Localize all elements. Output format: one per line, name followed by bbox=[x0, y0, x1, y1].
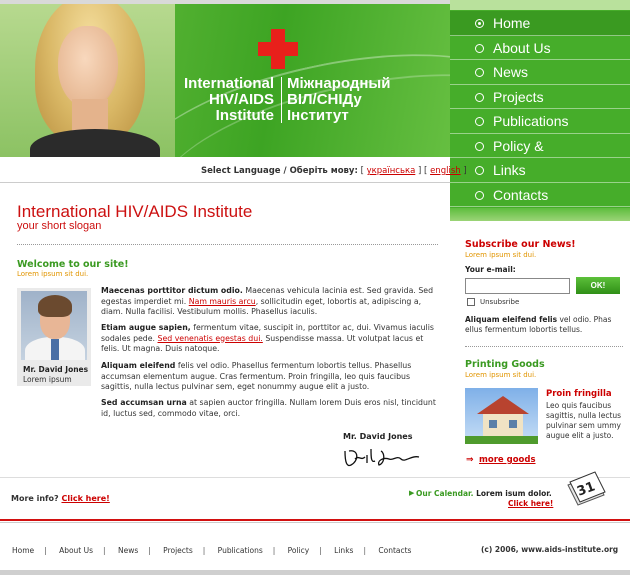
article-paragraph-3: Aliquam eleifend felis vel odio. Phasellus fermentum lobortis tellus. Phasellus accumsan elementum augue. Cras fermentum. Proin fringilla, leo quis faucibus sagittis, nulla lectus pulvinar sem, eget nonummy augue elit a justo. bbox=[101, 361, 412, 391]
radio-bullet-icon bbox=[475, 19, 484, 28]
unsubscribe-checkbox[interactable] bbox=[467, 298, 475, 306]
triangle-right-icon: ▶ bbox=[409, 489, 415, 497]
subscribe-subheading: Lorem ipsum sit dui. bbox=[465, 251, 537, 259]
subscribe-heading: Subscribe our News! bbox=[465, 239, 576, 250]
article-paragraph-4: Sed accumsan urna at sapien auctor fringilla. Nullam lorem Duis eros nisl, tincidunt id, luctus sed, commodo vitae, orci. bbox=[101, 398, 436, 418]
goods-heading: Printing Goods bbox=[465, 359, 545, 370]
more-goods-link[interactable]: more goods bbox=[479, 455, 536, 465]
calendar-icon[interactable] bbox=[564, 469, 608, 509]
welcome-heading: Welcome to our site! bbox=[17, 259, 129, 270]
person-name: Mr. David Jones bbox=[23, 365, 89, 374]
more-info: More info? Click here! bbox=[11, 494, 110, 503]
nav-item-publications[interactable]: Publications bbox=[450, 109, 630, 134]
product-title[interactable]: Proin fringilla bbox=[546, 389, 612, 399]
email-label: Your e-mail: bbox=[465, 265, 516, 274]
footer-link-links[interactable]: Links bbox=[334, 546, 354, 555]
subscribe-ok-button[interactable]: OK! bbox=[576, 277, 620, 294]
nav-item-news[interactable]: News bbox=[450, 60, 630, 85]
footer-link-contacts[interactable]: Contacts bbox=[378, 546, 412, 555]
logo-title-en: International HIV/AIDS Institute bbox=[183, 75, 274, 124]
footer-link-about-us[interactable]: About Us bbox=[59, 546, 94, 555]
nav-item-policy[interactable]: Policy & bbox=[450, 134, 630, 159]
arrow-right-icon: ⇒ bbox=[466, 455, 474, 465]
calendar-text: Our Calendar. Lorem isum dolor. bbox=[416, 489, 552, 498]
page-slogan: your short slogan bbox=[17, 220, 102, 232]
radio-bullet-icon bbox=[475, 166, 484, 175]
footer-link-projects[interactable]: Projects bbox=[163, 546, 193, 555]
radio-bullet-icon bbox=[475, 93, 484, 102]
radio-bullet-icon bbox=[475, 191, 484, 200]
email-field[interactable] bbox=[465, 278, 570, 294]
radio-bullet-icon bbox=[475, 142, 484, 151]
page-title: International HIV/AIDS Institute bbox=[17, 202, 253, 221]
red-cross-logo bbox=[258, 29, 298, 69]
radio-bullet-icon bbox=[475, 117, 484, 126]
unsubscribe-label: Unsubsribe bbox=[480, 298, 520, 306]
nav-item-projects[interactable]: Projects bbox=[450, 85, 630, 110]
nav-item-contacts[interactable]: Contacts bbox=[450, 183, 630, 208]
logo-divider bbox=[281, 77, 282, 123]
divider bbox=[17, 244, 438, 245]
language-ua-link[interactable]: українська bbox=[366, 166, 416, 176]
footer-link-home[interactable]: Home bbox=[12, 546, 35, 555]
radio-bullet-icon bbox=[475, 68, 484, 77]
footer-link-policy[interactable]: Policy bbox=[287, 546, 310, 555]
nav-item-about-us[interactable]: About Us bbox=[450, 36, 630, 61]
header-photo bbox=[0, 4, 175, 157]
footer-nav: Home | About Us | News | Projects | Publications | Policy | Links | Contacts bbox=[12, 546, 412, 555]
language-label: Select Language / Оберіть мову: bbox=[201, 166, 358, 176]
svg-text:31: 31 bbox=[575, 479, 598, 500]
main-nav bbox=[450, 0, 630, 221]
radio-bullet-icon bbox=[475, 44, 484, 53]
logo-title-ua: Міжнародный ВІЛ/СНІДу Інститут bbox=[287, 75, 391, 124]
person-photo bbox=[21, 291, 87, 360]
article-link-2[interactable]: Sed venenatis egestas dui. bbox=[157, 333, 263, 343]
article-link-1[interactable]: Nam mauris arcu bbox=[188, 296, 256, 306]
goods-subheading: Lorem ipsum sit dui. bbox=[465, 371, 537, 379]
more-info-link[interactable]: Click here! bbox=[61, 494, 110, 503]
language-bar: Select Language / Оберіть мову: [ українська ] [ english ] bbox=[0, 157, 450, 183]
article-paragraph-1: Maecenas porttitor dictum odio. Maecenas vehicula lacinia est. Sed gravida. Sed egestas imperdiet mi. Nam mauris arcu, sollicitudin eget, lobortis at, adipiscing a, diam. Nulla facilisi. Vestibulum mollis. Phasellus iaculis. bbox=[101, 286, 434, 316]
nav-item-home[interactable]: Home bbox=[450, 11, 630, 36]
footer-link-publications[interactable]: Publications bbox=[217, 546, 263, 555]
calendar-link[interactable]: Click here! bbox=[508, 499, 554, 508]
article-paragraph-2: Etiam augue sapien, fermentum vitae, suscipit in, porttitor ac, dui. Vivamus iaculis sodales pede. Sed venenatis egestas dui. Suspendisse massa. Ut volutpat lacus et felis. Ut magna. Duis natoque. bbox=[101, 323, 434, 353]
nav-item-links[interactable]: Links bbox=[450, 158, 630, 183]
subscribe-text: Aliquam eleifend felis vel odio. Phas ellus fermentum lobortis tellus. bbox=[465, 315, 612, 334]
copyright: (c) 2006, www.aids-institute.org bbox=[481, 545, 619, 554]
divider bbox=[465, 346, 623, 347]
product-image[interactable] bbox=[465, 388, 538, 444]
signature-image bbox=[341, 443, 423, 471]
welcome-subheading: Lorem ipsum sit dui. bbox=[17, 270, 89, 278]
person-role: Lorem ipsum bbox=[23, 375, 72, 384]
footer-link-news[interactable]: News bbox=[117, 546, 139, 555]
signature-name: Mr. David Jones bbox=[343, 432, 413, 441]
product-description: Leo quis faucibus sagittis, nulla lectus pulvinar sem ummy augue elit a justo. bbox=[546, 401, 622, 440]
language-en-link[interactable]: english bbox=[430, 166, 461, 176]
person-card bbox=[17, 288, 91, 386]
